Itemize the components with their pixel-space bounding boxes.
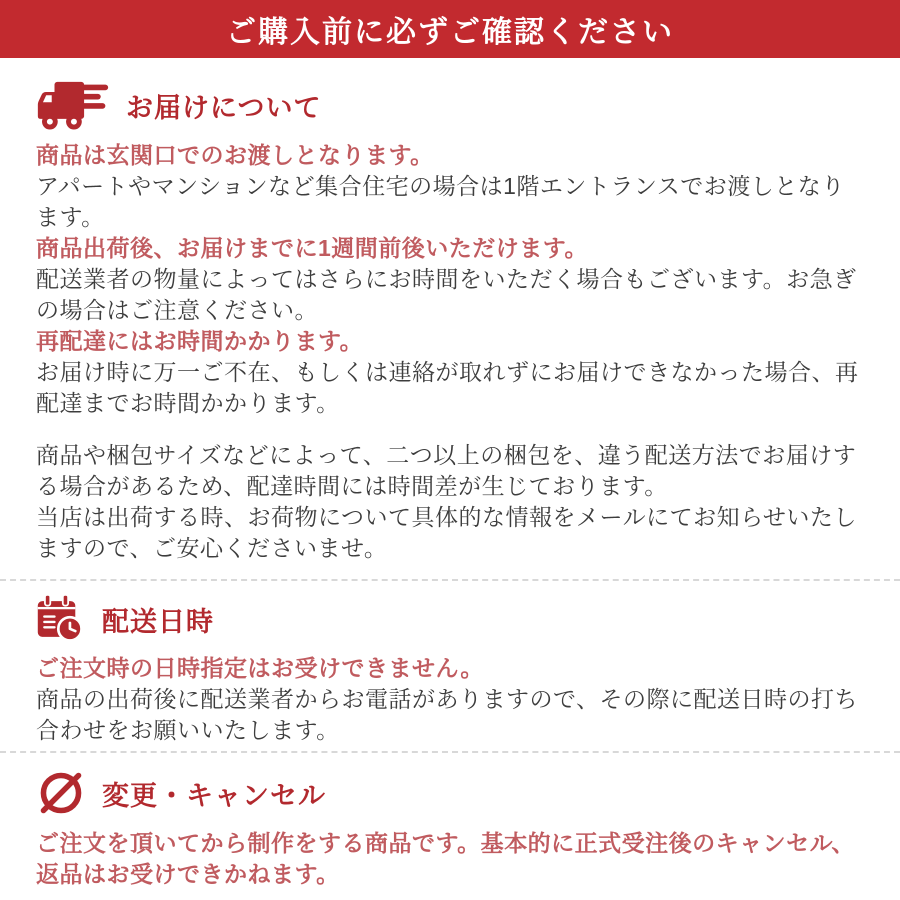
delivery-text-split-packages: 商品や梱包サイズなどによって、二つ以上の梱包を、違う配送方法でお届けする場合があるため、配達時間には時間差が生じております。 [36, 442, 857, 499]
section-heading-delivery [36, 79, 864, 131]
delivery-text-carrier-volume: 配送業者の物量によってはさらにお時間をいただく場合もございます。お急ぎの場合はご注意ください。 [36, 266, 857, 323]
delivery-text-absence: お届け時に万一ご不在、もしくは連絡が取れずにお届けできなかった場合、再配達までお時間かかります。 [36, 359, 859, 416]
schedule-emphasis-no-date-request: ご注文時の日時指定はお受けできません。 [36, 655, 484, 681]
notice-content [0, 79, 900, 890]
delivery-text-email-notice: 当店は出荷する時、お荷物について具体的な情報をメールにてお知らせいたしますので、ご安心くださいませ。 [36, 504, 857, 561]
section-title-delivery: お届けについて [126, 92, 322, 123]
page-title: ご購入前に必ずご確認ください [226, 16, 674, 49]
delivery-emphasis-handover: 商品は玄関口でのお渡しとなります。 [36, 142, 434, 168]
page-title-banner [0, 0, 900, 58]
section-title-cancel: 変更・キャンセル [102, 780, 326, 811]
calendar-clock-icon [36, 593, 86, 645]
cancel-emphasis-made-to-order: ご注文を頂いてから制作をする商品です。基本的に正式受注後のキャンセル、返品はお受けできかねます。 [36, 830, 855, 887]
delivery-emphasis-leadtime: 商品出荷後、お届けまでに1週間前後いただけます。 [36, 235, 588, 261]
delivery-text-apartment: アパートやマンションなど集合住宅の場合は1階エントランスでお渡しとなります。 [36, 173, 845, 230]
delivery-truck-icon [36, 79, 110, 131]
delivery-emphasis-redelivery: 再配達にはお時間かかります。 [36, 328, 364, 354]
section-heading-cancel [36, 767, 864, 819]
section-divider [0, 751, 900, 753]
section-heading-schedule [36, 593, 864, 645]
schedule-text-carrier-call: 商品の出荷後に配送業者からお電話がありますので、その際に配送日時の打ち合わせをお願いいたします。 [36, 686, 859, 743]
no-cancel-icon [36, 769, 86, 817]
section-title-schedule: 配送日時 [102, 606, 214, 637]
section-divider [0, 579, 900, 581]
